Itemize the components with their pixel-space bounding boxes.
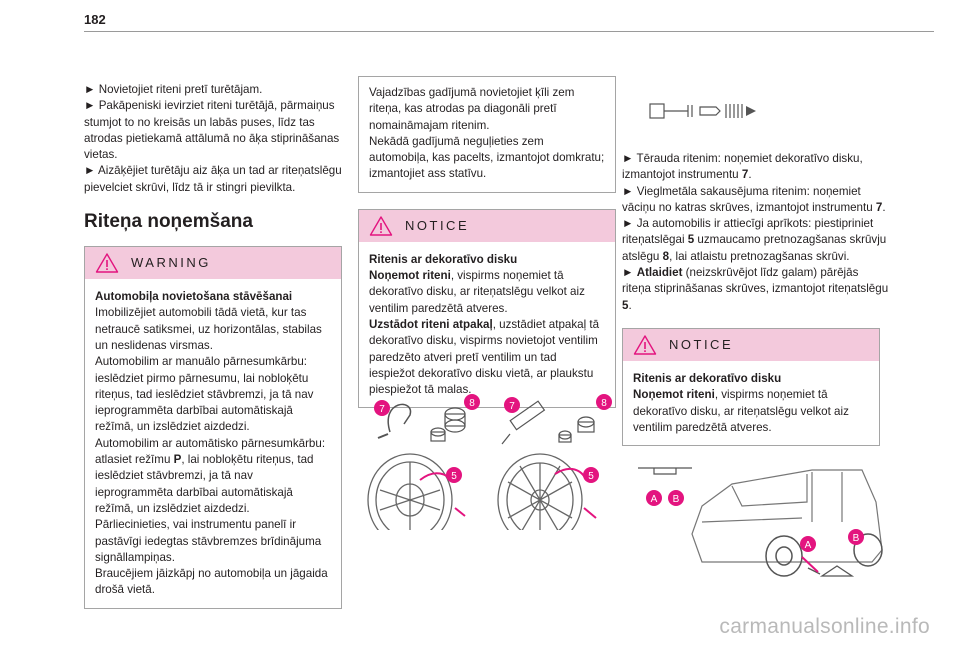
warning-line-1: Imobilizējiet automobili tādā vietā, kur tas netraucē satiksmei, uz horizontālas, stabilas un neslidenas virsmas. [95,306,322,352]
callout-7-right [504,397,520,413]
notice-refit-middle: Uzstādot riteni atpakaļ, uzstādiet atpakaļ tā dekoratīvo disku, vispirms novietojot ventilim paredzēto atveri pretī ventilim un tad iespiežot dekoratīvo disku vietā, ar plaukstu piespiežot tā malas. [369,317,600,397]
warning-bold-title: Automobiļa novietošana stāvēšanai [95,290,293,304]
jack-point-detail [638,468,692,474]
wheel-left [368,454,452,530]
svg-text:A: A [804,540,812,551]
warning-header [85,247,341,279]
callout-b-van [848,529,864,545]
notice-title-right: NOTICE [669,336,734,352]
svg-text:B: B [672,494,680,505]
notice-bold-title-middle: Ritenis ar dekoratīvo disku [369,252,518,266]
notice-triangle-icon [633,334,657,356]
warning-line-3: Automobilim ar automātisko pārnesumkārbu: atlasiet režīmu P, lai nobloķētu riteņus, tad ieslēdziet stāvbremzi, ja tā nav ieprogrammēta darbībai automātiskajā režīmā, un izslēdziet aizdedzi. [95,436,326,515]
bolt-socket-icon [431,408,465,441]
wheel-right [498,454,582,530]
warning-line-5: Braucējiem jāizkāpj no automobiļa un jāgaida drošā vietā. [95,567,328,597]
van-jack-illustration [632,462,894,592]
svg-text:B: B [852,533,860,544]
front-wheel [766,536,802,576]
anti-theft-step: ► Ja automobilis ir attiecīgi aprīkots: piestipriniet riteņatslēgai 5 uzmaucamo pretnozagšanas skrūvju atslēgu 8, lai atlaistu pretnozagšanas skrūvi. [622,217,887,263]
warning-box [84,246,342,609]
wrench-bolt-icon [648,94,764,126]
warning-line-2: Automobilim ar manuālo pārnesumkārbu: ieslēdziet pirmo pārnesumu, lai nobloķētu riteņus, tad ieslēdziet stāvbremzi, ja tā nav ieprogrammēta darbībai automātiskajā režīmā, un izslēdziet aizdedzi. [95,355,314,434]
notice-body-right [623,361,879,445]
step-hook-holder: ► Aizāķējiet turētāju aiz āķa un tad ar riteņatslēgu pievelciet skrūvi, līdz tā ir stingri pievilkta. [84,164,342,194]
callout-a-top [646,490,662,506]
warning-body [85,279,341,608]
warning-title: WARNING [131,254,211,270]
alloy-wheel-step: ► Vieglmetāla sakausējuma ritenim: noņemiet vāciņu no katras skrūves, izmantojot instrumentu 7. [622,184,886,214]
notice-triangle-icon [369,215,393,237]
step-insert-wheel: ► Pakāpeniski ievirziet riteni turētājā, pārmaiņus stumjot to no kreisās un labās puses, līdz tas atrodas pietiekamā attālumā no āķa stiprināšanas vietas. [84,99,340,162]
notice-remove-middle: Noņemot riteni, vispirms noņemiet tā dekoratīvo disku, ar riteņatslēgu velkot aiz ventilim paredzētā atveres. [369,269,585,315]
warning-line-4: Pārliecinieties, vai instrumentu panelī ir pastāvīgi iedegtas stāvbremzes brīdinājuma signāllampiņas. [95,518,322,564]
notice-bold-title-right: Ritenis ar dekoratīvo disku [633,371,782,385]
section-heading: Riteņa noņemšana [84,211,253,233]
svg-text:7: 7 [509,401,515,412]
callout-5-left [446,467,462,483]
watermark: carmanualsonline.info [719,615,930,638]
notice-box-right [622,328,880,446]
callout-8-left [464,394,480,410]
right-column [622,151,890,446]
svg-text:5: 5 [451,471,457,482]
callout-5-right [583,467,599,483]
loosen-bolts-step: ► Atlaidiet (neizskrūvējot līdz galam) pārējās riteņa stiprināšanas skrūves, izmantojot riteņatslēgu 5. [622,266,889,312]
svg-text:5: 5 [588,471,594,482]
notice-remove-right: Noņemot riteni, vispirms noņemiet tā dekoratīvo disku, ar riteņatslēgu velkot aiz ventilim paredzētā atveres. [633,388,849,434]
callout-a-van [800,536,816,552]
middle-column [358,76,616,408]
bolt-cap-icon [559,417,594,442]
safety-line-1: Vajadzības gadījumā novietojiet ķīli zem riteņa, kas atrodas pa diagonāli pretī nomaināmajam ritenim. [369,86,575,132]
page-number: 182 [84,12,106,27]
wheel-tool-illustration [360,390,618,530]
notice-box-middle [358,209,616,409]
safety-box [358,76,616,193]
safety-line-2: Nekādā gadījumā neguļieties zem automobiļa, kas pacelts, izmantojot domkratu; izmantojiet ass statīvu. [369,134,605,181]
notice-header-right [623,329,879,361]
header-rule [84,31,934,32]
step-place-wheel: ► Novietojiet riteni pretī turētājam. [84,83,263,96]
notice-header-middle [359,210,615,242]
callout-b-top [668,490,684,506]
left-column [84,82,342,609]
steel-wheel-step: ► Tērauda ritenim: noņemiet dekoratīvo disku, izmantojot instrumentu 7. [622,152,863,182]
svg-text:A: A [650,494,658,505]
svg-text:7: 7 [379,404,385,415]
notice-title-middle: NOTICE [405,217,470,233]
svg-text:8: 8 [601,398,607,409]
callout-7-left [374,400,390,416]
svg-text:8: 8 [469,398,475,409]
callout-8-right [596,394,612,410]
warning-triangle-icon [95,252,119,274]
notice-body-middle [359,242,615,408]
